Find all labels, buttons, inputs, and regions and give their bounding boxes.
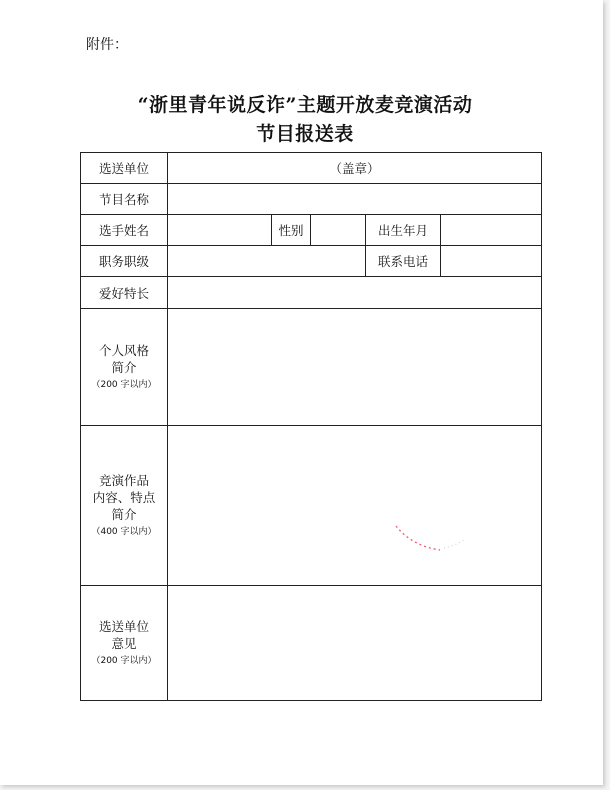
document-title: “浙里青年说反诈”主题开放麦竞演活动 [137, 94, 473, 116]
unit-opinion-label-line1: 选送单位 [98, 618, 149, 634]
unit-seal-placeholder: （盖章） [329, 161, 380, 176]
document-subtitle: 节目报送表 [256, 123, 354, 145]
phone-field[interactable] [441, 246, 542, 277]
personal-style-field[interactable] [168, 309, 542, 426]
attachment-label: 附件： [86, 37, 128, 53]
personal-style-note: （200 字以内） [91, 379, 157, 390]
unit-opinion-field[interactable] [168, 586, 542, 701]
position-label: 职务职级 [81, 246, 168, 277]
hobby-label: 爱好特长 [81, 277, 168, 309]
contestant-name-label: 选手姓名 [81, 215, 168, 246]
work-intro-field[interactable] [168, 426, 542, 586]
gender-label: 性别 [272, 215, 311, 246]
row-program-name [81, 184, 542, 215]
row-work-intro [81, 426, 542, 586]
work-intro-note: （400 字以内） [91, 526, 157, 537]
work-intro-label [81, 426, 168, 586]
row-personal-style [81, 309, 542, 426]
personal-style-label-line2: 简介 [111, 359, 137, 375]
unit-field[interactable] [168, 153, 542, 184]
unit-label: 选送单位 [81, 153, 168, 184]
row-position [81, 246, 542, 277]
program-submission-form [80, 152, 542, 701]
hobby-field[interactable] [168, 277, 542, 309]
work-intro-label-line1: 竞演作品 [98, 472, 149, 488]
phone-label: 联系电话 [366, 246, 441, 277]
program-name-label: 节目名称 [81, 184, 168, 215]
unit-opinion-label-line2: 意见 [111, 635, 137, 651]
personal-style-label [81, 309, 168, 426]
birth-field[interactable] [441, 215, 542, 246]
unit-opinion-note: （200 字以内） [91, 655, 157, 666]
unit-opinion-label [81, 586, 168, 701]
contestant-name-field[interactable] [168, 215, 272, 246]
row-contestant [81, 215, 542, 246]
position-field[interactable] [168, 246, 366, 277]
gender-field[interactable] [311, 215, 366, 246]
row-hobby [81, 277, 542, 309]
row-unit-opinion [81, 586, 542, 701]
work-intro-label-line3: 简介 [111, 506, 137, 522]
work-intro-label-line2: 内容、特点 [92, 489, 156, 505]
row-unit [81, 153, 542, 184]
program-name-field[interactable] [168, 184, 542, 215]
birth-label: 出生年月 [366, 215, 441, 246]
personal-style-label-line1: 个人风格 [98, 342, 149, 358]
